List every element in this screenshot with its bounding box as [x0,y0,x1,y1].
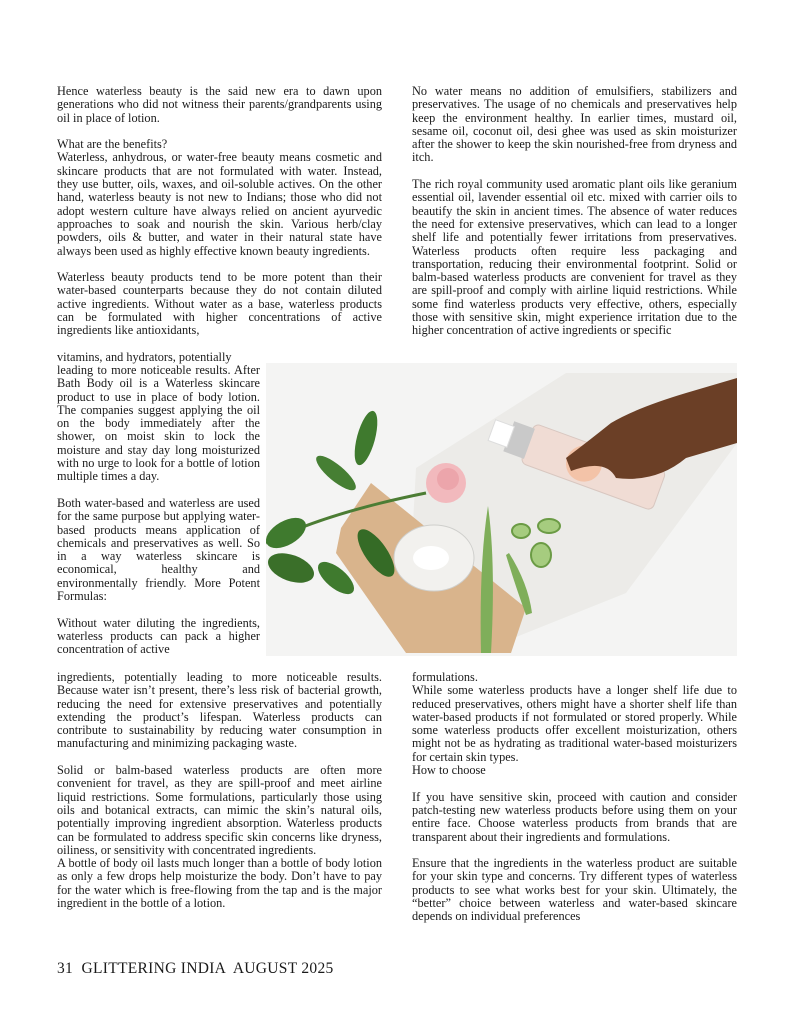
paragraph: A bottle of body oil lasts much longer than a bottle of body lotion as only a few drops help moisturize the body. Don’t have to pay for the water which is free-flowing from the tap and is the major ingredient in the bottle of a lotion. [57,856,382,911]
rose-center [437,468,459,490]
page-number: 31 [57,960,74,977]
subheading-benefits: What are the benefits? [57,137,168,152]
page-footer [57,960,334,978]
paragraph-fragment: vitamins, and hydrators, potentially [57,350,232,364]
paragraph: Waterless beauty products tend to be more potent than their water-based counterparts because they do not contain diluted active ingredients. Without water as a base, waterless products can be formulated with higher concentrations of active ingredients like antioxidants, [57,270,382,338]
paragraph: leading to more noticeable results. After Bath Body oil is a Waterless skincare product to use in place of body lotion. The companies suggest applying the oil on the body immediately after the shower, on moist skin to lock the moisture and stay day long moisturized with no urge to look for a bottle of lotion multiple times a day. [57,363,260,484]
paragraph: While some waterless products have a longer shelf life due to reduced preservatives, others might have a shorter shelf life than water-based products if not formulated or stored properly. While some waterless products offer excellent moisturization, others might not be as hydrating as traditional water-based moisturizers for certain skin types. [412,683,737,764]
right-column-top [412,85,737,338]
left-column-bottom [57,671,382,910]
paragraph: The rich royal community used aromatic plant oils like geranium essential oil, lavender essential oil etc. mixed with carrier oils to beautify the skin in ancient times. The absence of water reduces the need for extensive preservatives, which can lead to a longer shelf life and potentially fewer irritations from preservatives. Waterless products often require less packaging and transportation, reducing their environmental footprint. Solid or balm-based waterless products are convenient for travel as they are spill-proof and comply with airline liquid restrictions. While some find waterless products very effective, others, especially those with sensitive skin, might experience irritation due to the higher concentration of active ingredients or specific [412,177,737,338]
paragraph: If you have sensitive skin, proceed with caution and consider patch-testing new waterless products before using them on your entire face. Choose waterless products from brands that are transparent about their ingredients and formulations. [412,789,737,844]
article-photo [266,363,737,656]
aloe-slice [538,519,560,533]
paragraph: Solid or balm-based waterless products are often more convenient for travel, as they are spill-proof and meet airline liquid restrictions. Some formulations, particularly those using oils and botanical extracts, can mimic the skin’s natural oils, potentially improving ingredient absorption. Waterless products can be formulated to address specific skin concerns like dryness, oiliness, or sensitivity with concentrated ingredients. [57,763,382,857]
paragraph: Hence waterless beauty is the said new era to dawn upon generations who did not witness their parents/grandparents using oil in place of lotion. [57,84,382,125]
paragraph: No water means no addition of emulsifiers, stabilizers and preservatives. The usage of no chemicals and preservatives help keep the environment healthy. In earlier times, mustard oil, sesame oil, coconut oil, desi ghee was used as skin moisturizer after the shower to keep the skin nourished-free from dryness and itch. [412,84,737,165]
paragraph: formulations. [412,670,478,684]
paragraph: Waterless, anhydrous, or water-free beauty means cosmetic and skincare products that are not formulated with water. Instead, they use butter, oils, waxes, and oil-soluble actives. On the other hand, waterless beauty is not new to Indians; those who did not adopt western culture have always relied on ancient ayurvedic approaches to soak and nourish the skin. Various herb/clay powders, oils & butter, and water in their natural state have always been used as highly effective known beauty ingredients. [57,150,382,258]
subheading-how-to-choose: How to choose [412,763,486,778]
left-column-top [57,85,382,338]
issue-date: AUGUST 2025 [232,960,334,977]
paragraph: Ensure that the ingredients in the waterless product are suitable for your skin type and concerns. Try different types of waterless products to see what works best for your skin. Ultimately, the “better” choice between waterless and water-based skincare depends on individual preferences [412,856,737,924]
magazine-name: GLITTERING INDIA [81,960,226,977]
left-column-narrow [57,364,260,657]
aloe-slice [531,543,551,567]
white-powder [413,546,449,570]
paragraph: Both water-based and waterless are used for the same purpose but applying water-based products means application of chemicals and preservatives as well. So in a way waterless skincare is economical, healthy and environmentally friendly. More Potent Formulas: [57,495,260,604]
aloe-slice [512,524,530,538]
paragraph: Without water diluting the ingredients, waterless products can pack a higher concentration of active [57,615,260,657]
paragraph: ingredients, potentially leading to more noticeable results. Because water isn’t present, there’s less risk of bacterial growth, reducing the need for extensive preservatives and potentially extending the product’s lifespan. Waterless products can contribute to sustainability by reducing water consumption in manufacturing and minimizing packaging waste. [57,670,382,751]
right-column-bottom [412,671,737,924]
